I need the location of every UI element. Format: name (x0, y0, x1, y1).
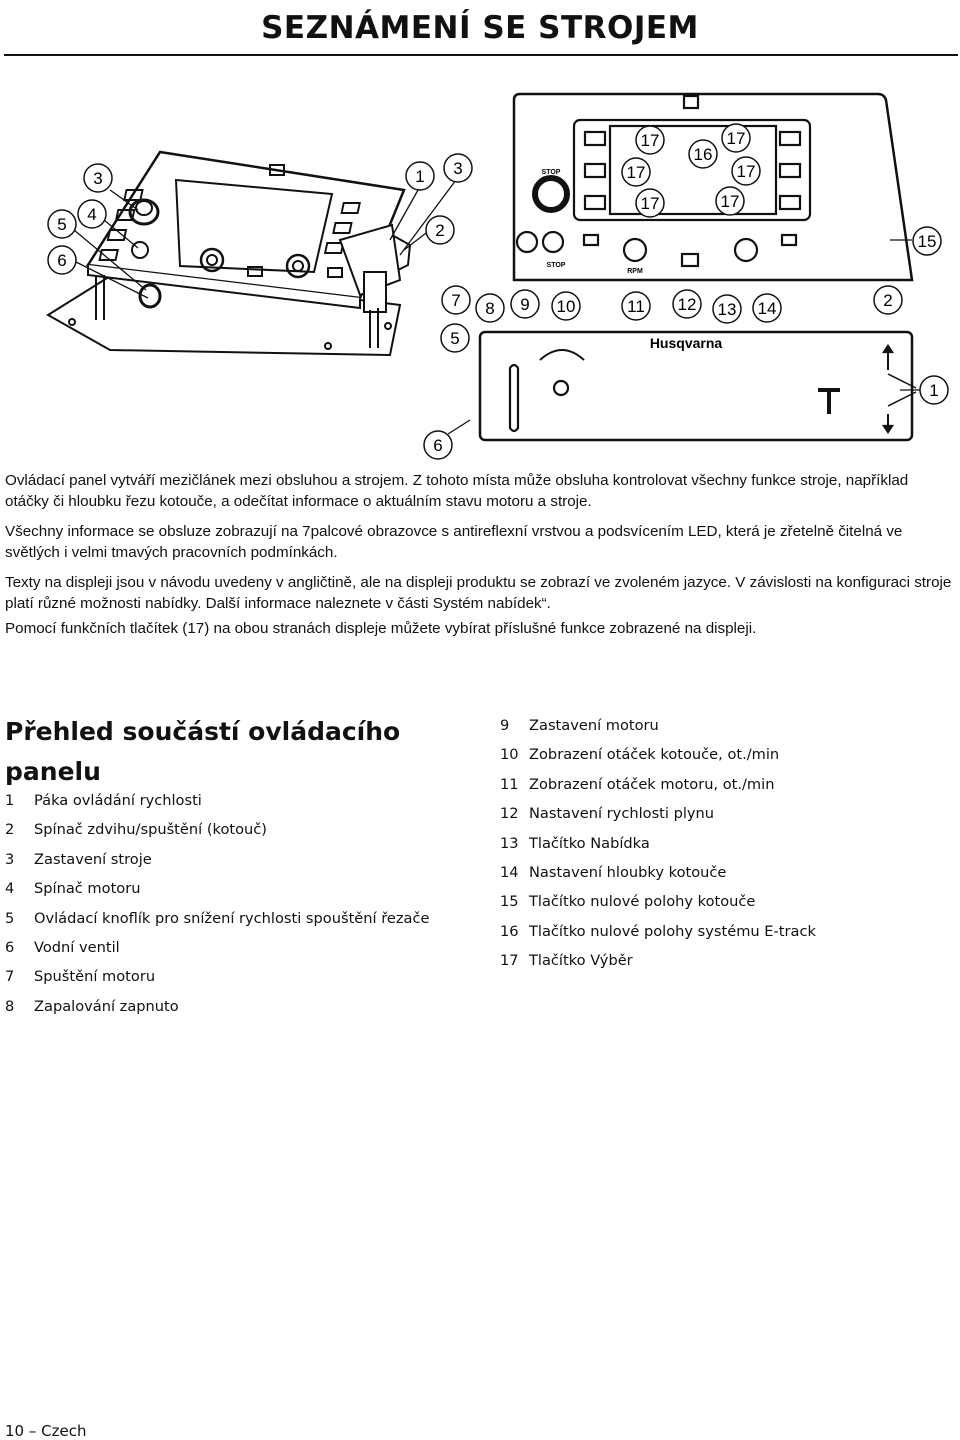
list-item-number: 8 (5, 997, 15, 1015)
list-item (5, 786, 429, 815)
list-item-label: Nastavení rychlosti plynu (529, 805, 715, 823)
list-item-label: Zastavení stroje (34, 850, 152, 868)
list-item (500, 799, 816, 828)
intro-text (5, 470, 955, 648)
callout-label: 15 (917, 232, 937, 251)
list-item-number: 11 (500, 775, 519, 793)
list-item-number: 7 (5, 968, 15, 986)
list-item (500, 740, 816, 769)
panel-front-drawing (514, 94, 912, 280)
list-item (500, 711, 816, 740)
list-item-label: Zobrazení otáček kotouče, ot./min (529, 746, 780, 764)
list-item-label: Ovládací knoflík pro snížení rychlosti spouštění řezače (34, 909, 430, 927)
list-item-number: 10 (500, 746, 519, 764)
list-item (5, 933, 429, 962)
list-item-label: Tlačítko nulové polohy kotouče (529, 893, 756, 911)
list-item-number: 14 (500, 863, 519, 881)
list-item (5, 992, 429, 1021)
list-item-number: 13 (500, 834, 519, 852)
intro-paragraph: Všechny informace se obsluze zobrazují na 7palcové obrazovce s antireflexní vrstvou a podsvícením LED, která je zřetelně čitelná ve světlých i velmi tmavých pracovních podmínkách. (5, 523, 903, 561)
list-item-number: 5 (5, 909, 15, 927)
list-item-label: Páka ovládání rychlosti (34, 792, 202, 809)
callout-label: 6 (57, 251, 67, 270)
callout-label: 17 (626, 163, 646, 182)
list-item-label: Tlačítko Nabídka (529, 834, 650, 852)
callout-label: 17 (720, 192, 740, 211)
list-item-number: 1 (5, 792, 15, 809)
callout-label: 2 (883, 291, 893, 310)
list-item-label: Zastavení motoru (529, 717, 659, 734)
intro-paragraph: Texty na displeji jsou v návodu uvedeny v angličtině, ale na displeji produktu se zobrazí ve zvoleném jazyce. V závislosti na konfiguraci stroje platí různé možnosti nabídky. Další informace naleznete v části Systém nabídek“. (5, 574, 952, 612)
list-item-label: Tlačítko Výběr (529, 952, 633, 970)
husqvarna-logo (650, 335, 723, 351)
control-panel-figure (0, 70, 960, 470)
callout-label: 11 (627, 297, 645, 316)
list-item-number: 6 (5, 938, 15, 956)
callout-label: 3 (93, 169, 103, 188)
list-item (5, 962, 429, 991)
list-item-number: 3 (5, 850, 15, 868)
list-item-number: 12 (500, 805, 519, 823)
intro-paragraph: Pomocí funkčních tlačítek (17) na obou stranách displeje můžete vybírat příslušné funkce zobrazené na displeji. (5, 620, 757, 637)
list-item (500, 917, 816, 946)
list-item-number: 15 (500, 893, 519, 911)
callout-label: 5 (450, 329, 460, 348)
callout-label: 1 (415, 167, 425, 186)
callout-label: 9 (520, 295, 530, 314)
list-item-number: 16 (500, 922, 519, 940)
list-item-number: 2 (5, 821, 15, 839)
list-item-label: Nastavení hloubky kotouče (529, 863, 727, 881)
callout-label: 17 (640, 194, 660, 213)
list-item (500, 858, 816, 887)
list-item-number: 17 (500, 952, 519, 970)
list-item-label: Zobrazení otáček motoru, ot./min (529, 775, 775, 793)
callout-label: 17 (736, 162, 756, 181)
list-item-label: Spínač motoru (34, 880, 141, 898)
rpm-label: RPM (627, 268, 643, 275)
brand-label: Husqvarna (649, 335, 723, 351)
callout-label: 6 (433, 436, 443, 455)
list-item (500, 946, 816, 975)
callout-label: 7 (451, 291, 461, 310)
stop-small-label: STOP (546, 262, 566, 269)
list-item (5, 815, 429, 844)
callout-label: 5 (57, 215, 67, 234)
callout-label: 12 (677, 295, 697, 314)
parts-list-left (5, 786, 429, 1021)
callout-label: 17 (726, 129, 746, 148)
list-item-label: Zapalování zapnuto (34, 997, 179, 1015)
list-item (500, 887, 816, 916)
callout-label: 8 (485, 299, 495, 318)
list-item-number: 9 (500, 717, 510, 734)
list-item-label: Spuštění motoru (34, 968, 156, 986)
parts-list-right (500, 711, 816, 976)
header-divider (4, 54, 958, 56)
page-header-title: SEZNÁMENÍ SE STROJEM (261, 10, 699, 46)
list-item-label: Spínač zdvihu/spuštění (kotouč) (34, 821, 268, 839)
list-item-number: 4 (5, 880, 15, 898)
callout-label: 4 (87, 205, 97, 224)
callout-label: 3 (453, 159, 463, 178)
list-item (500, 770, 816, 799)
list-item-label: Tlačítko nulové polohy systému E-track (529, 922, 816, 940)
callout-label: 14 (757, 299, 777, 318)
callout-label: 1 (929, 381, 939, 400)
callout-label: 10 (556, 297, 576, 316)
callout-label: 2 (435, 221, 445, 240)
page-footer: 10 – Czech (5, 1422, 87, 1440)
list-item (500, 829, 816, 858)
callout-label: 16 (693, 145, 713, 164)
callout-label: 13 (717, 300, 737, 319)
list-item (5, 874, 429, 903)
stop-label: STOP (541, 169, 561, 176)
list-item-label: Vodní ventil (34, 938, 120, 956)
section-title: Přehled součástí ovládacího panelu (5, 717, 401, 786)
callout-label: 17 (640, 131, 660, 150)
intro-paragraph: Ovládací panel vytváří mezičlánek mezi obsluhou a strojem. Z tohoto místa může obsluha kontrolovat všechny funkce stroje, například otáčky či hloubku řezu kotouče, a odečítat informace o aktuálním stavu motoru a stroje. (5, 472, 909, 510)
list-item (5, 845, 429, 874)
list-item (5, 904, 429, 933)
